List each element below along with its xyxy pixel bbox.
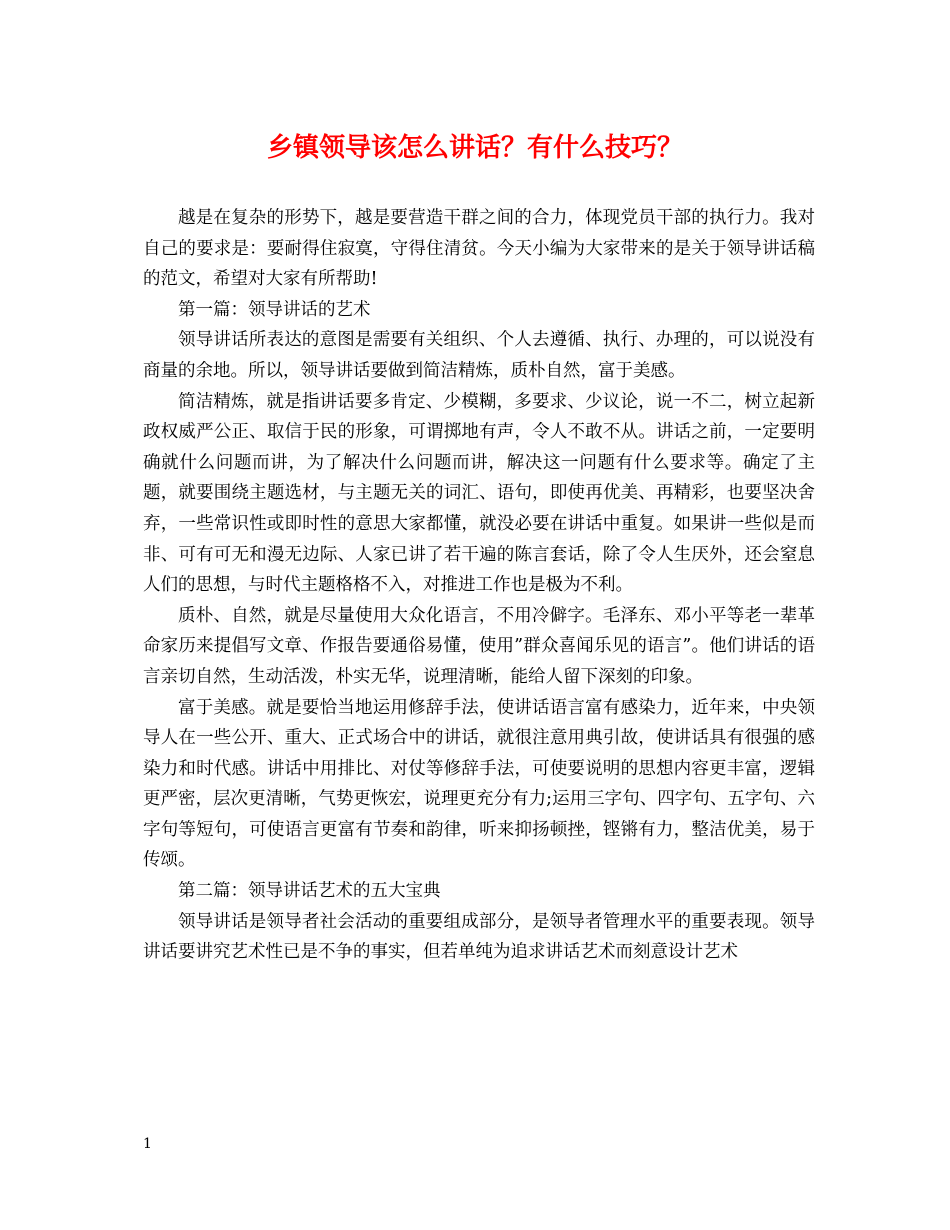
paragraph-intro: 越是在复杂的形势下，越是要营造干群之间的合力，体现党员干部的执行力。我对自己的要求是：要耐得住寂寞，守得住清贫。今天小编为大家带来的是关于领导讲话稿的范文，希望对大家有所帮助! — [143, 208, 815, 290]
paragraph: 质朴、自然，就是尽量使用大众化语言，不用冷僻字。毛泽东、邓小平等老一辈革命家历来提倡写文章、作报告要通俗易懂，使用”群众喜闻乐见的语言”。他们讲话的语言亲切自然，生动活泼，朴实无华，说理清晰，能给人留下深刻的印象。 — [143, 605, 815, 687]
paragraph: 简洁精炼，就是指讲话要多肯定、少模糊，多要求、少议论，说一不二，树立起新政权威严公正、取信于民的形象，可谓掷地有声，令人不敢不从。讲话之前，一定要明确就什么问题而讲，为了解决什么问题而讲，解决这一问题有什么要求等。确定了主题，就要围绕主题选材，与主题无关的词汇、语句，即使再优美、再精彩，也要坚决舍弃，一些常识性或即时性的意思大家都懂，就没必要在讲话中重复。如果讲一些似是而非、可有可无和漫无边际、人家已讲了若干遍的陈言套话，除了令人生厌外，还会窒息人们的思想，与时代主题格格不入，对推进工作也是极为不利。 — [143, 391, 815, 596]
section-heading-2: 第二篇：领导讲话艺术的五大宝典 — [178, 881, 441, 902]
page-number: 1 — [143, 1136, 152, 1152]
document-title: 乡镇领导该怎么讲话？有什么技巧？ — [266, 133, 683, 163]
paragraph: 富于美感。就是要恰当地运用修辞手法，使讲话语言富有感染力，近年来，中央领导人在一些公开、重大、正式场合中的讲话，就很注意用典引故，使讲话具有很强的感染力和时代感。讲话中用排比、对仗等修辞手法，可使要说明的思想内容更丰富，逻辑更严密，层次更清晰，气势更恢宏，说理更充分有力;运用三字句、四字句、五字句、六字句等短句，可使语言更富有节奏和韵律，听来抑扬顿挫，铿锵有力，整洁优美，易于传颂。 — [143, 697, 815, 871]
document-body — [143, 203, 815, 968]
paragraph: 领导讲话所表达的意图是需要有关组织、个人去遵循、执行、办理的，可以说没有商量的余地。所以，领导讲话要做到简洁精炼，质朴自然，富于美感。 — [143, 330, 815, 381]
paragraph: 领导讲话是领导者社会活动的重要组成部分，是领导者管理水平的重要表现。领导讲话要讲究艺术性已是不争的事实，但若单纯为追求讲话艺术而刻意设计艺术 — [143, 911, 815, 963]
section-heading-1: 第一篇：领导讲话的艺术 — [178, 299, 371, 320]
